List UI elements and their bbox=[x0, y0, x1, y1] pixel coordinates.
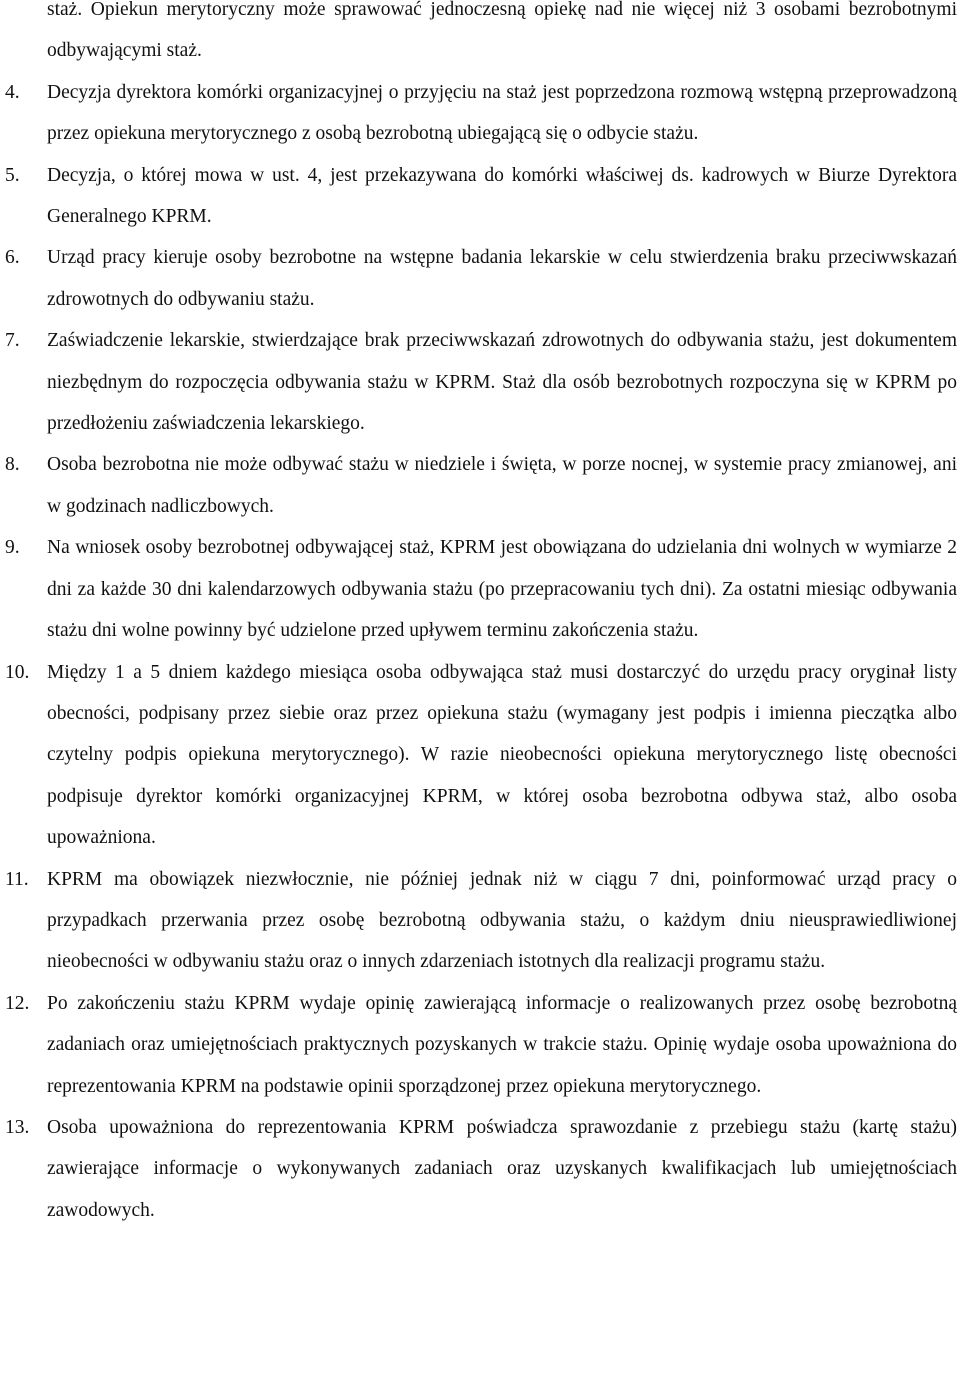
paragraph-number: 7. bbox=[5, 330, 20, 352]
paragraph-text: Osoba upoważniona do reprezentowania KPRM poświadcza sprawozdanie z przebiegu stażu (kartę stażu) zawierające informacje o wykonywanych zadaniach oraz uzyskanych kwalifikacjach lub umiejętnościach zawodowych. bbox=[47, 1116, 957, 1221]
paragraph-item-13 bbox=[0, 1107, 957, 1231]
paragraph-number: 10. bbox=[5, 661, 30, 683]
paragraph-number: 5. bbox=[5, 164, 20, 186]
paragraph-item-9 bbox=[0, 527, 957, 651]
paragraph-text: Między 1 a 5 dniem każdego miesiąca osoba odbywająca staż musi dostarczyć do urzędu pracy oryginał listy obecności, podpisany przez siebie oraz przez opiekuna stażu (wymagany jest podpis i imienna pieczątka albo czytelny podpis opiekuna merytorycznego). W razie nieobecności opiekuna merytorycznego listę obecności podpisuje dyrektor komórki organizacyjnej KPRM, w której osoba bezrobotna odbywa staż, albo osoba upoważniona. bbox=[47, 661, 957, 849]
paragraph-item-11 bbox=[0, 859, 957, 983]
paragraph-text: Osoba bezrobotna nie może odbywać stażu w niedziele i święta, w porze nocnej, w systemie pracy zmianowej, ani w godzinach nadliczbowych. bbox=[47, 454, 957, 517]
paragraph-item-8 bbox=[0, 444, 957, 527]
paragraph-item-7 bbox=[0, 320, 957, 444]
paragraph-number: 9. bbox=[5, 537, 20, 559]
paragraph-text: Na wniosek osoby bezrobotnej odbywającej staż, KPRM jest obowiązana do udzielania dni wolnych w wymiarze 2 dni za każde 30 dni kalendarzowych odbywania stażu (po przepracowaniu tych dni). Za ostatni miesiąc odbywania stażu dni wolne powinny być udzielone przed upływem terminu zakończenia stażu. bbox=[47, 537, 957, 642]
paragraph-text: Zaświadczenie lekarskie, stwierdzające brak przeciwwskazań zdrowotnych do odbywania stażu, jest dokumentem niezbędnym do rozpoczęcia odbywania stażu w KPRM. Staż dla osób bezrobotnych rozpoczyna się w KPRM po przedłożeniu zaświadczenia lekarskiego. bbox=[47, 330, 957, 435]
paragraph-item-6 bbox=[0, 237, 957, 320]
paragraph-number: 12. bbox=[5, 992, 30, 1014]
paragraph-item-5 bbox=[0, 155, 957, 238]
paragraph-text: Urząd pracy kieruje osoby bezrobotne na wstępne badania lekarskie w celu stwierdzenia braku przeciwwskazań zdrowotnych do odbywaniu stażu. bbox=[47, 247, 957, 310]
paragraph-number: 11. bbox=[5, 868, 29, 890]
paragraph-item-10 bbox=[0, 652, 957, 859]
paragraph-text: Po zakończeniu stażu KPRM wydaje opinię zawierającą informacje o realizowanych przez osobę bezrobotną zadaniach oraz umiejętnościach praktycznych pozyskanych w trakcie stażu. Opinię wydaje osoba upoważniona do reprezentowania KPRM na podstawie opinii sporządzonej przez opiekuna merytorycznego. bbox=[47, 992, 957, 1097]
paragraph-item-12 bbox=[0, 983, 957, 1107]
paragraph-number: 13. bbox=[5, 1116, 30, 1138]
paragraph-continuation bbox=[0, 0, 957, 72]
paragraph-text: Decyzja dyrektora komórki organizacyjnej o przyjęciu na staż jest poprzedzona rozmową wstępną przeprowadzoną przez opiekuna merytorycznego z osobą bezrobotną ubiegającą się o odbycie stażu. bbox=[47, 81, 957, 145]
paragraph-text: Decyzja, o której mowa w ust. 4, jest przekazywana do komórki właściwej ds. kadrowych w Biurze Dyrektora Generalnego KPRM. bbox=[47, 164, 957, 228]
paragraph-number: 6. bbox=[5, 247, 20, 269]
paragraph-number: 4. bbox=[5, 81, 20, 103]
paragraph-number: 8. bbox=[5, 454, 20, 476]
paragraph-item-4 bbox=[0, 72, 957, 155]
paragraph-text: staż. Opiekun merytoryczny może sprawować jednoczesną opiekę nad nie więcej niż 3 osobami bezrobotnymi odbywającymi staż. bbox=[47, 0, 957, 62]
paragraph-text: KPRM ma obowiązek niezwłocznie, nie później jednak niż w ciągu 7 dni, poinformować urząd pracy o przypadkach przerwania przez osobę bezrobotną odbywania stażu, o każdym dniu nieusprawiedliwionej nieobecności w odbywaniu stażu oraz o innych zdarzeniach istotnych dla realizacji programu stażu. bbox=[47, 868, 957, 973]
